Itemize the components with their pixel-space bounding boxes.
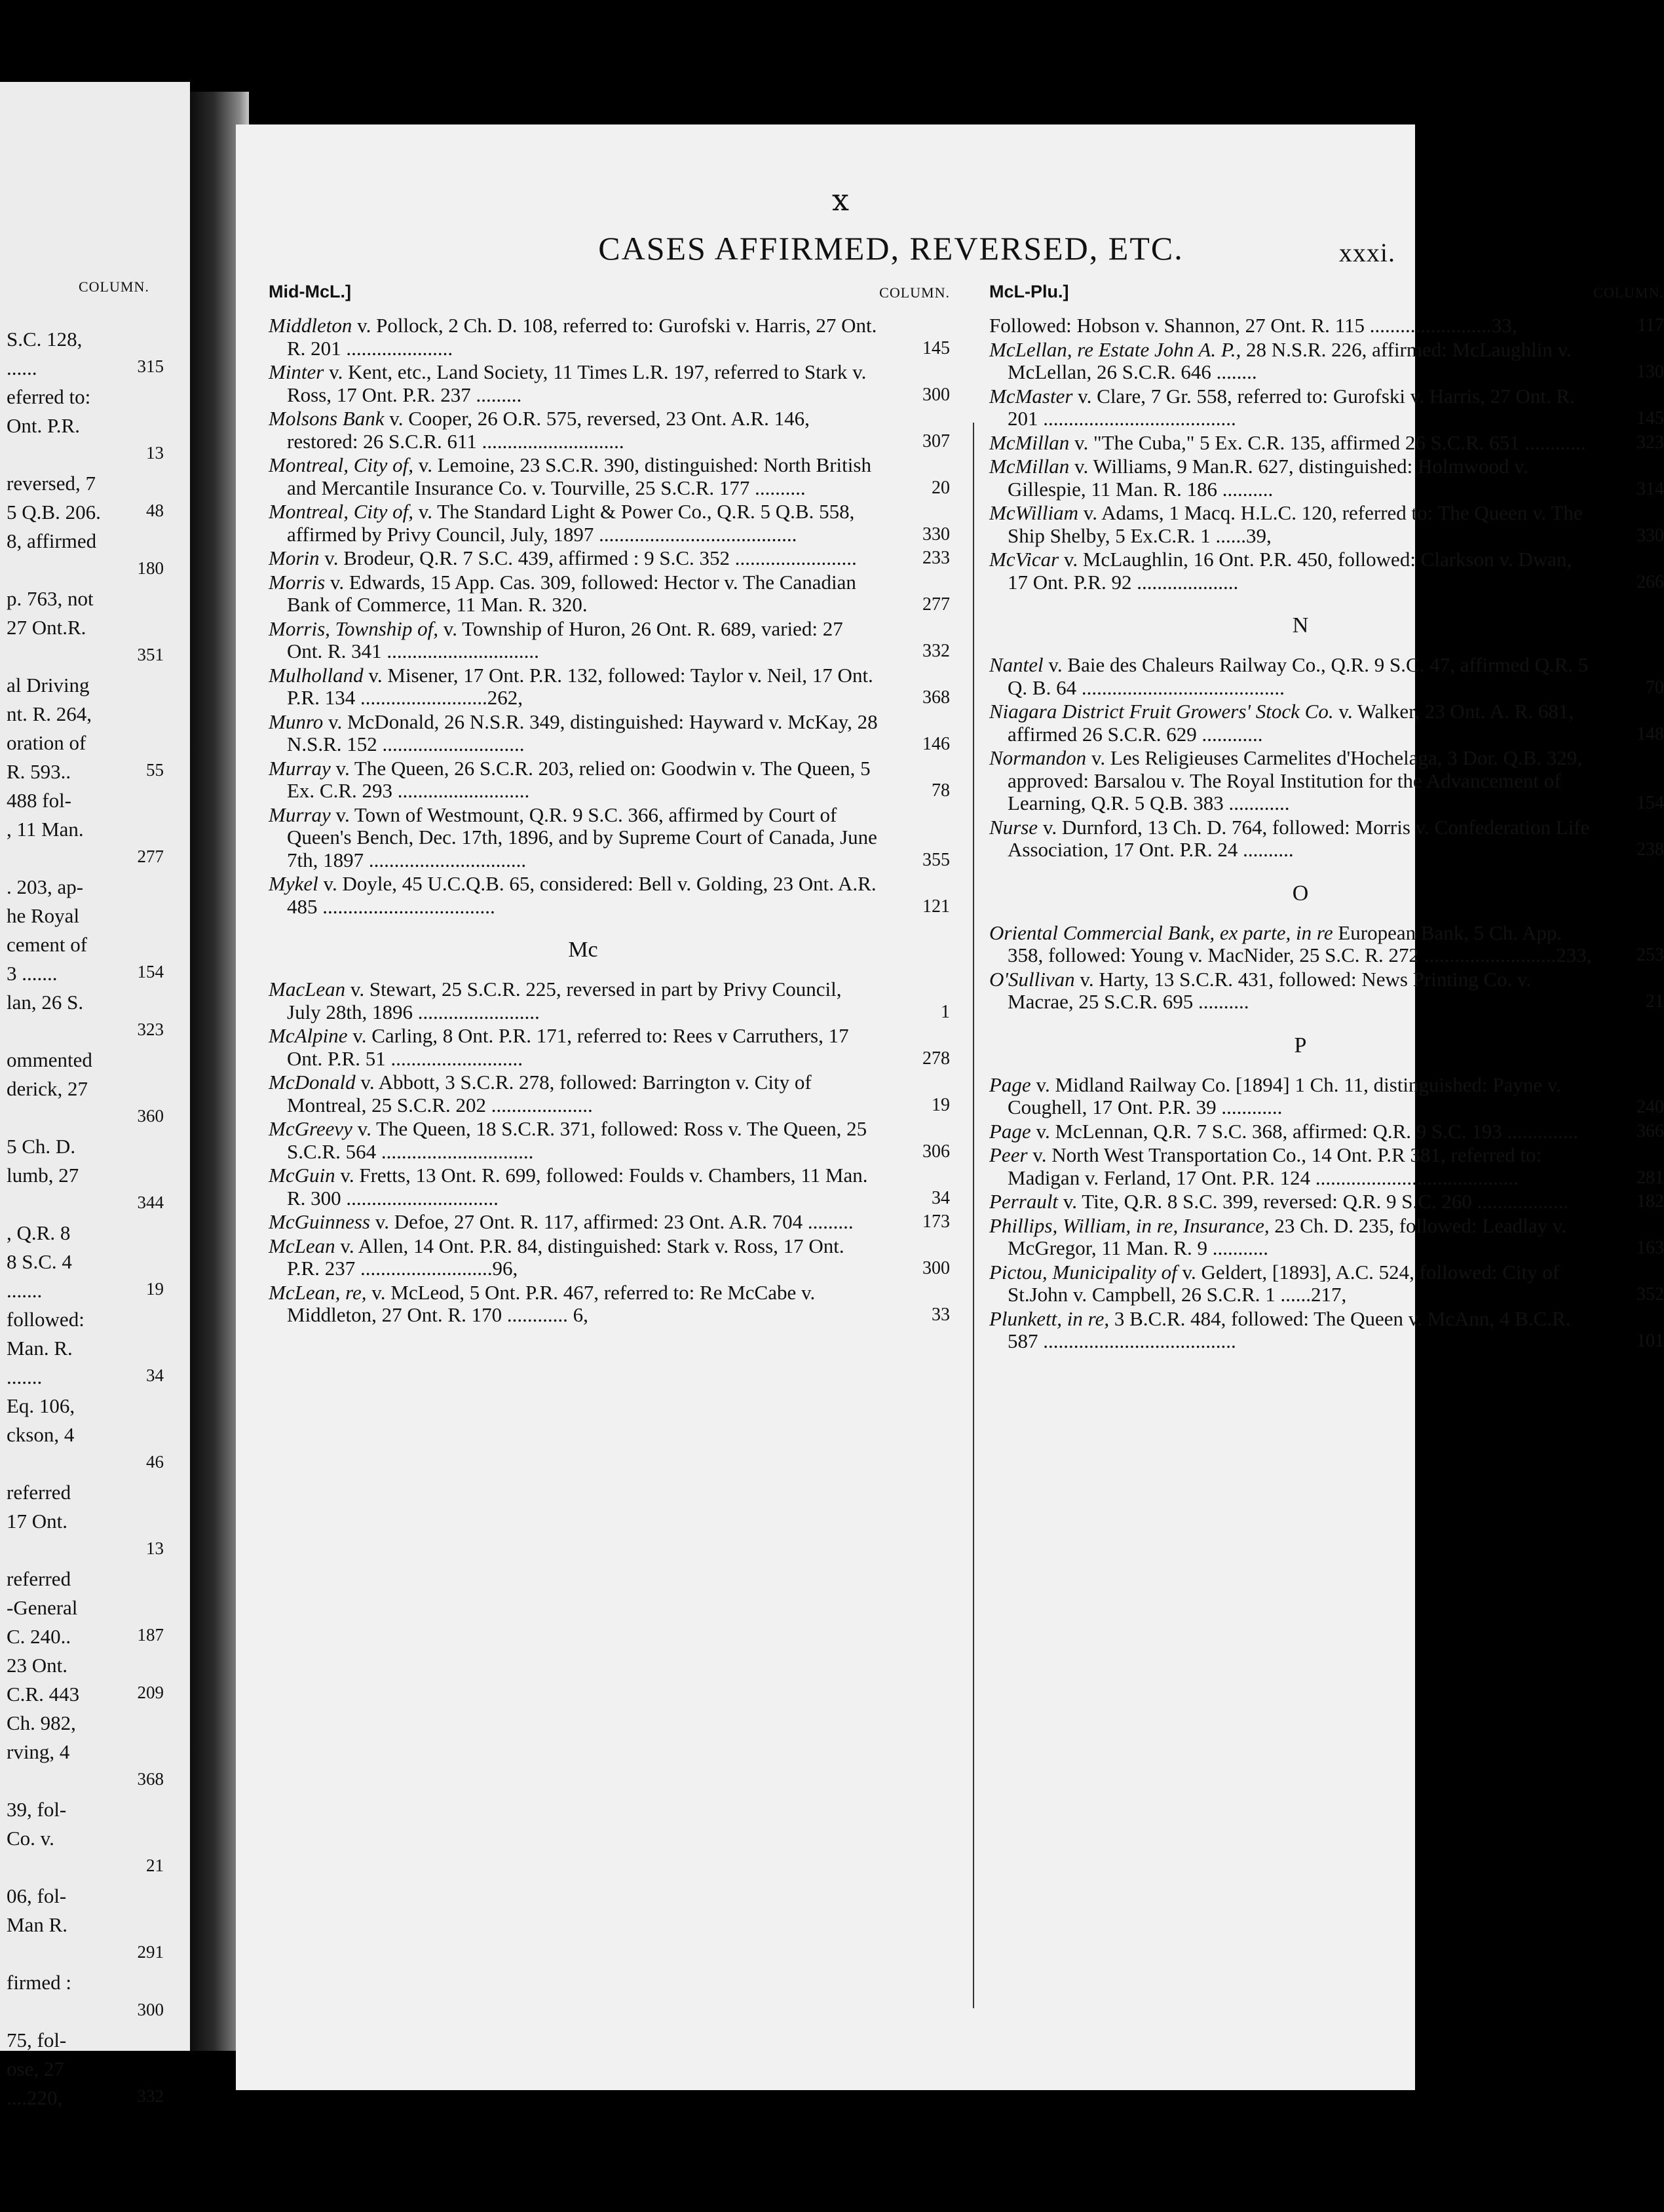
case-citation: v. Fretts, 13 Ont. R. 699, followed: Foulds v. Chambers, 11 Man. R. 300 .............................. (287, 1164, 868, 1210)
left-page-text-line: firmed : (7, 1971, 71, 1994)
case-name: McGuin (269, 1164, 335, 1187)
left-page-text-line: S.C. 128, (7, 328, 83, 351)
case-entry (989, 1215, 1664, 1260)
case-citation: v. Abbott, 3 S.C.R. 278, followed: Barrington v. City of Montreal, 25 S.C.R. 202 .................... (287, 1071, 812, 1116)
column-label: COLUMN. (879, 284, 950, 301)
left-page-column-number: 13 (146, 443, 164, 463)
column-reference: 300 (922, 1258, 950, 1278)
case-entry (269, 711, 950, 756)
case-name: McDonald (269, 1071, 356, 1094)
case-entry (989, 700, 1664, 746)
case-entry (989, 502, 1664, 547)
case-citation: v. Durnford, 13 Ch. D. 764, followed: Morris v. Confederation Life Association, 17 Ont. P.R. 24 .......... (1008, 815, 1590, 861)
case-entry (269, 454, 950, 499)
case-name: MacLean (269, 978, 346, 1001)
case-name: O'Sullivan (989, 967, 1075, 991)
case-name: McMillan (989, 455, 1070, 478)
column-reference: 21 (1646, 991, 1664, 1012)
case-citation: v. Allen, 14 Ont. P.R. 84, distinguished: Stark v. Ross, 17 Ont. P.R. 237 ..........................96, (287, 1234, 844, 1280)
left-page-text-line: , 11 Man. (7, 818, 84, 841)
case-entry (989, 747, 1664, 815)
left-page-text-line: ommented (7, 1048, 92, 1071)
left-page-text-line: referred (7, 1567, 71, 1590)
column-reference: 314 (1636, 478, 1664, 499)
case-citation: v. The Queen, 26 S.C.R. 203, relied on: Goodwin v. The Queen, 5 Ex. C.R. 293 .......................... (287, 756, 871, 802)
case-name: Nurse (989, 815, 1038, 839)
case-entry (989, 455, 1664, 501)
column-reference: 323 (1636, 432, 1664, 453)
column-reference: 306 (922, 1141, 950, 1162)
column-reference: 101 (1636, 1331, 1664, 1351)
left-page-text-line: ose, 27 (7, 2057, 64, 2080)
case-entry (269, 1211, 950, 1234)
case-citation: v. Brodeur, Q.R. 7 S.C. 439, affirmed : 9 S.C. 352 ........................ (319, 546, 857, 569)
case-entry (269, 1235, 950, 1280)
case-entry (989, 339, 1664, 384)
column-range: McL-Plu.] (989, 282, 1069, 301)
left-page-text-line: Ch. 982, (7, 1711, 76, 1734)
left-page-text-line: oration of (7, 731, 86, 754)
column-reference: 352 (1636, 1284, 1664, 1305)
entry-list (989, 922, 1664, 1014)
left-page-text-line: -General (7, 1596, 78, 1619)
column-reference: 19 (932, 1094, 950, 1115)
case-name: Middleton (269, 314, 352, 337)
column-reference: 146 (922, 734, 950, 754)
case-entry (269, 571, 950, 617)
case-name: Murray (269, 803, 331, 826)
case-name: Minter (269, 360, 324, 383)
left-page-text-line: 17 Ont. (7, 1510, 67, 1533)
left-page-text-line: 27 Ont.R. (7, 616, 86, 639)
left-page-column-number: 19 (146, 1279, 164, 1299)
case-entry (989, 315, 1664, 337)
case-citation: v. Les Religieuses Carmelites d'Hochelaga, 3 Dor. Q.B. 329, approved: Barsalou v. The Royal Institution for the Advancement of Learning, Q.R. 5 Q.B. 383 ............ (1008, 746, 1583, 814)
case-citation: v. Williams, 9 Man.R. 627, distinguished: Holmwood v. Gillespie, 11 Man. R. 186 .......... (1008, 455, 1528, 501)
left-page-column-number: 34 (146, 1365, 164, 1385)
case-entry (269, 408, 950, 453)
left-page-text-line: 39, fol- (7, 1798, 67, 1821)
case-name: McGuinness (269, 1210, 370, 1233)
left-page-column-number: 277 (137, 847, 164, 866)
case-citation: v. Township of Huron, 26 Ont. R. 689, varied: 27 Ont. R. 341 .............................. (287, 617, 843, 662)
left-page-column-number: 332 (137, 2086, 164, 2106)
case-entry (269, 1164, 950, 1210)
case-entry (989, 432, 1664, 455)
right-page (236, 124, 1664, 2090)
left-page-column-number: 291 (137, 1942, 164, 1962)
case-entry (269, 1025, 950, 1070)
case-citation: v. North West Transportation Co., 14 Ont. P.R 381, referred to: Madigan v. Ferland, 17 Ont. P.R. 124 ........................................ (1008, 1143, 1542, 1189)
left-page-text-line: followed: (7, 1308, 85, 1331)
column-reference: 238 (1636, 839, 1664, 860)
case-name: Mykel (269, 872, 318, 895)
left-page-text-line: rving, 4 (7, 1740, 70, 1763)
left-page-text-line: Co. v. (7, 1827, 54, 1850)
case-citation: v. Pollock, 2 Ch. D. 108, referred to: Gurofski v. Harris, 27 Ont. R. 201 ..................... (287, 314, 877, 360)
case-citation: v. McLaughlin, 16 Ont. P.R. 450, followed: Clarkson v. Dwan, 17 Ont. P.R. 92 .................... (1008, 548, 1572, 594)
top-ink-mark: ⅹ (832, 183, 849, 217)
column-reference: 78 (932, 780, 950, 801)
case-citation: v. The Standard Light & Power Co., Q.R. 5 Q.B. 558, affirmed by Privy Council, July, 1897 ....................................... (287, 500, 855, 546)
column-header (989, 282, 1664, 315)
column-reference: 34 (932, 1187, 950, 1208)
column-reference: 355 (922, 849, 950, 870)
case-entry (989, 1120, 1664, 1143)
left-page-text-line: Man R. (7, 1913, 67, 1936)
column-reference: 173 (922, 1211, 950, 1232)
column-mcl-plu (989, 282, 1664, 1354)
case-name: Morris (269, 570, 326, 594)
case-citation: v. McDonald, 26 N.S.R. 349, distinguished: Hayward v. McKay, 28 N.S.R. 152 ............................ (287, 710, 878, 755)
column-reference: 278 (922, 1048, 950, 1069)
left-page-column-number: 46 (146, 1452, 164, 1472)
column-header (269, 282, 950, 315)
case-entry (269, 664, 950, 710)
case-name: Page (989, 1073, 1031, 1096)
case-name: Murray (269, 756, 331, 780)
left-page-text-line: ....... (7, 1279, 43, 1302)
column-reference: 330 (1636, 525, 1664, 546)
case-name: McLean (269, 1234, 335, 1257)
page-number: xxxi. (1338, 238, 1395, 267)
section-heading-mc: Mc (568, 938, 598, 962)
case-name: Perrault (989, 1190, 1059, 1213)
left-page-text-line: 23 Ont. (7, 1654, 67, 1677)
case-citation: v. Stewart, 25 S.C.R. 225, reversed in part by Privy Council, July 28th, 1896 ........................ (287, 978, 842, 1023)
left-page-text-line: p. 763, not (7, 587, 94, 610)
case-citation: 28 N.S.R. 226, affirmed: McLaughlin v. McLellan, 26 S.C.R. 646 ........ (1008, 337, 1572, 383)
case-citation: v. Tite, Q.R. 8 S.C. 399, reversed: Q.R. 9 S.C. 260 .................. (1058, 1190, 1569, 1213)
column-reference: 121 (922, 896, 950, 917)
case-name: McMillan (989, 430, 1070, 454)
column-reference: 300 (922, 384, 950, 405)
column-reference: 281 (1636, 1167, 1664, 1188)
case-citation: European Bank, 5 Ch. App. 358, followed: Young v. MacNider, 25 S.C. R. 272 ..........................233, (1008, 921, 1592, 966)
column-reference: 154 (1636, 793, 1664, 813)
case-entry (989, 654, 1664, 699)
left-page-column-number: 187 (137, 1625, 164, 1645)
left-page-text-line: he Royal (7, 904, 80, 927)
entry-list (269, 978, 950, 1327)
column-reference: 332 (922, 641, 950, 661)
case-name: Morin (269, 546, 320, 569)
left-page-text-line: nt. R. 264, (7, 702, 92, 725)
case-entry (989, 1308, 1664, 1353)
left-page-text-line: ckson, 4 (7, 1423, 75, 1446)
left-page-text-line: ....220, (7, 2086, 63, 2109)
case-name: McLean, re, (269, 1280, 367, 1304)
column-mid-mcl (269, 282, 950, 1328)
column-reference: 266 (1636, 571, 1664, 592)
left-page-column-number: 21 (146, 1856, 164, 1875)
left-page-column-number: 13 (146, 1538, 164, 1558)
case-entry (269, 1282, 950, 1327)
case-entry (269, 757, 950, 803)
column-range: Mid-McL.] (269, 282, 351, 301)
case-name: Montreal, City of, (269, 500, 413, 523)
case-citation: v. Clare, 7 Gr. 558, referred to: Gurofski v. Harris, 27 Ont. R. 201 ...................................... (1008, 384, 1575, 430)
left-page-text-line: derick, 27 (7, 1077, 88, 1100)
left-page-text-line: al Driving (7, 674, 90, 696)
case-entry (269, 804, 950, 872)
column-reference: 20 (932, 477, 950, 498)
left-page-text-line: . 203, ap- (7, 875, 84, 898)
case-entry (989, 1144, 1664, 1189)
case-entry (989, 1074, 1664, 1119)
left-page-text-line: R. 593.. (7, 760, 71, 783)
case-citation: v. Baie des Chaleurs Railway Co., Q.R. 9 S.C. 47, affirmed Q.R. 5 Q. B. 64 ........................................ (1008, 653, 1589, 699)
column-reference: 366 (1636, 1120, 1664, 1141)
case-entry (989, 1191, 1664, 1213)
left-page-text-line: Man. R. (7, 1337, 73, 1360)
left-page-text-line: 3 ....... (7, 962, 58, 985)
case-citation: v. Harty, 13 S.C.R. 431, followed: News Printing Co. v. Macrae, 25 S.C.R. 695 .......... (1008, 967, 1532, 1013)
column-reference: 117 (1637, 315, 1664, 335)
case-entry (269, 315, 950, 360)
case-name: McMaster (989, 384, 1073, 408)
case-name: Phillips, William, in re, Insurance, (989, 1213, 1270, 1237)
column-reference: 70 (1646, 677, 1664, 698)
column-reference: 145 (922, 337, 950, 358)
case-name: Plunkett, in re, (989, 1306, 1110, 1330)
page-title-text: CASES AFFIRMED, REVERSED, ETC. (598, 230, 1184, 267)
case-entry (269, 1071, 950, 1116)
left-page-text-line: 8 S.C. 4 (7, 1250, 72, 1273)
left-page-column-number: 55 (146, 760, 164, 780)
case-name: McGreevy (269, 1117, 352, 1140)
left-page-text-line: ....... (7, 1365, 43, 1388)
case-name: Page (989, 1119, 1031, 1143)
left-page-text-line: C. 240.. (7, 1625, 71, 1648)
left-page-text-line: Eq. 106, (7, 1394, 75, 1417)
case-name: Montreal, City of, (269, 453, 413, 476)
column-reference: 277 (922, 594, 950, 615)
left-page-text-line: 75, fol- (7, 2029, 67, 2051)
case-entry (269, 978, 950, 1023)
case-name: Oriental Commercial Bank, ex parte, in re (989, 921, 1333, 944)
left-page-text-line: referred (7, 1481, 71, 1504)
case-entry (989, 548, 1664, 594)
case-name: Normandon (989, 746, 1087, 769)
case-citation: v. Misener, 17 Ont. P.R. 132, followed: Taylor v. Neil, 17 Ont. P.R. 134 .........................262, (287, 663, 873, 709)
column-reference: 330 (922, 524, 950, 544)
column-reference: 33 (932, 1305, 950, 1325)
section-heading-p: P (1294, 1033, 1307, 1058)
case-name: McLellan, re Estate John A. P., (989, 337, 1241, 361)
case-citation: v. Lemoine, 23 S.C.R. 390, distinguished: North British and Mercantile Insurance Co. v. Tourville, 25 S.C.R. 177 .......... (287, 453, 871, 499)
left-page-column-number: 344 (137, 1192, 164, 1212)
case-entry (989, 385, 1664, 430)
case-name: McVicar (989, 548, 1059, 571)
column-label: COLUMN. (1593, 284, 1664, 301)
case-name: McWilliam (989, 501, 1079, 524)
case-entry (269, 873, 950, 918)
case-citation: v. Cooper, 26 O.R. 575, reversed, 23 Ont. A.R. 146, restored: 26 S.C.R. 611 ............................ (287, 407, 810, 453)
left-page-column-number: 154 (137, 962, 164, 982)
case-entry (269, 618, 950, 663)
case-citation: v. Midland Railway Co. [1894] 1 Ch. 11, distinguished: Payne v. Coughell, 17 Ont. P.R. 39 ............ (1008, 1073, 1562, 1118)
case-name: Molsons Bank (269, 407, 385, 430)
left-page-text-line: ...... (7, 356, 37, 379)
left-page-text-line: lumb, 27 (7, 1164, 79, 1187)
case-name: Nantel (989, 653, 1044, 676)
case-entry (989, 816, 1664, 862)
left-page-text-line: 06, fol- (7, 1884, 67, 1907)
column-reference: 163 (1636, 1238, 1664, 1258)
case-citation: v. The Queen, 18 S.C.R. 371, followed: Ross v. The Queen, 25 S.C.R. 564 .............................. (287, 1117, 867, 1163)
section-heading-o: O (1292, 881, 1309, 906)
left-page-text-line: eferred to: (7, 385, 91, 408)
left-page-text-line: 8, affirmed (7, 529, 97, 552)
left-page-column-number: 180 (137, 558, 164, 578)
case-name: Peer (989, 1143, 1028, 1166)
case-entry (269, 1118, 950, 1163)
left-page-text-line: C.R. 443 (7, 1683, 80, 1706)
case-citation: v. McLennan, Q.R. 7 S.C. 368, affirmed: Q.R. 9 S.C. 193 .............. (1031, 1119, 1578, 1143)
case-entry (989, 968, 1664, 1014)
case-citation: v. McLeod, 5 Ont. P.R. 467, referred to: Re McCabe v. Middleton, 27 Ont. R. 170 ............ 6, (287, 1280, 816, 1326)
column-reference: 233 (922, 548, 950, 568)
left-page-text-line: lan, 26 S. (7, 991, 84, 1014)
case-citation: v. Adams, 1 Macq. H.L.C. 120, referred to: The Queen v. The Ship Shelby, 5 Ex.C.R. 1 ......39, (1008, 501, 1583, 547)
left-page-text-line: 488 fol- (7, 789, 72, 812)
case-citation: 3 B.C.R. 484, followed: The Queen v. McAnn, 4 B.C.R. 587 ...................................... (1008, 1306, 1571, 1352)
column-reference: 182 (1636, 1191, 1664, 1211)
left-page-column-number: 209 (137, 1683, 164, 1702)
column-reference: 253 (1636, 945, 1664, 965)
column-reference: 130 (1636, 362, 1664, 382)
case-entry (269, 361, 950, 406)
case-citation: v. Defoe, 27 Ont. R. 117, affirmed: 23 Ont. A.R. 704 ......... (369, 1210, 854, 1233)
left-page-text-line: 5 Q.B. 206. (7, 501, 101, 524)
section-heading-n: N (1292, 613, 1309, 638)
left-page-column-number: 360 (137, 1106, 164, 1126)
case-citation: v. Carling, 8 Ont. P.R. 171, referred to: Rees v Carruthers, 17 Ont. P.R. 51 .......................... (287, 1024, 849, 1070)
column-reference: 307 (922, 430, 950, 451)
left-page-column-number: 48 (146, 501, 164, 520)
case-citation: v. Geldert, [1893], A.C. 524, followed: City of St.John v. Campbell, 26 S.C.R. 1 ......217, (1008, 1260, 1560, 1306)
column-reference: 145 (1636, 408, 1664, 429)
case-entry (269, 501, 950, 546)
case-citation: v. Doyle, 45 U.C.Q.B. 65, considered: Bell v. Golding, 23 Ont. A.R. 485 .................................. (287, 872, 877, 918)
case-name: McAlpine (269, 1024, 348, 1047)
left-page-column-number: 315 (137, 356, 164, 376)
column-reference: 148 (1636, 723, 1664, 744)
left-page-text-line: , Q.R. 8 (7, 1221, 71, 1244)
case-citation: v. "The Cuba," 5 Ex. C.R. 135, affirmed 26 S.C.R. 651 ............ (1069, 430, 1586, 454)
entry-list (989, 654, 1664, 862)
case-citation: v. Town of Westmount, Q.R. 9 S.C. 366, affirmed by Court of Queen's Bench, Dec. 17th, 1896, and by Supreme Court of Canada, June 7th, 1897 ............................... (287, 803, 877, 871)
column-divider (973, 423, 974, 2008)
case-name: Niagara District Fruit Growers' Stock Co. (989, 700, 1334, 723)
case-entry (989, 1261, 1664, 1306)
left-page-column-number: 300 (137, 2000, 164, 2019)
left-page-text-line: Ont. P.R. (7, 414, 80, 437)
case-citation: 23 Ch. D. 235, followed: Leadlay v. McGregor, 11 Man. R. 9 ........... (1008, 1213, 1567, 1259)
case-entry (989, 922, 1664, 967)
column-reference: 368 (922, 687, 950, 708)
entry-list (989, 315, 1664, 594)
left-page-column-number: 323 (137, 1020, 164, 1039)
case-name: Pictou, Municipality of (989, 1260, 1177, 1284)
case-name: Morris, Township of, (269, 617, 438, 640)
left-page-text-line: 5 Ch. D. (7, 1135, 76, 1158)
left-page-column-number: 368 (137, 1769, 164, 1789)
left-page-text-line: cement of (7, 933, 88, 956)
left-page-fragment (0, 82, 190, 2109)
entry-list (989, 1074, 1664, 1353)
case-name: Mulholland (269, 663, 364, 687)
column-reference: 240 (1636, 1097, 1664, 1117)
case-citation: v. Edwards, 15 App. Cas. 309, followed: Hector v. The Canadian Bank of Commerce, 11 Man. R. 320. (287, 570, 856, 616)
left-page-text-line: reversed, 7 (7, 472, 96, 495)
entry-list (269, 315, 950, 918)
case-name: Munro (269, 710, 324, 733)
case-citation: v. Kent, etc., Land Society, 11 Times L.R. 197, referred to Stark v. Ross, 17 Ont. P.R. 237 ......... (287, 360, 867, 406)
case-entry (269, 547, 950, 570)
column-reference: 1 (941, 1001, 950, 1022)
left-column-label: COLUMN. (79, 278, 149, 295)
left-page-column-number: 351 (137, 645, 164, 664)
case-citation: v. Walker, 23 Ont. A. R. 681, affirmed 26 S.C.R. 629 ............ (1008, 700, 1574, 746)
case-citation: Followed: Hobson v. Shannon, 27 Ont. R. 115 ........................33, (989, 314, 1517, 337)
page-title (465, 229, 1317, 267)
